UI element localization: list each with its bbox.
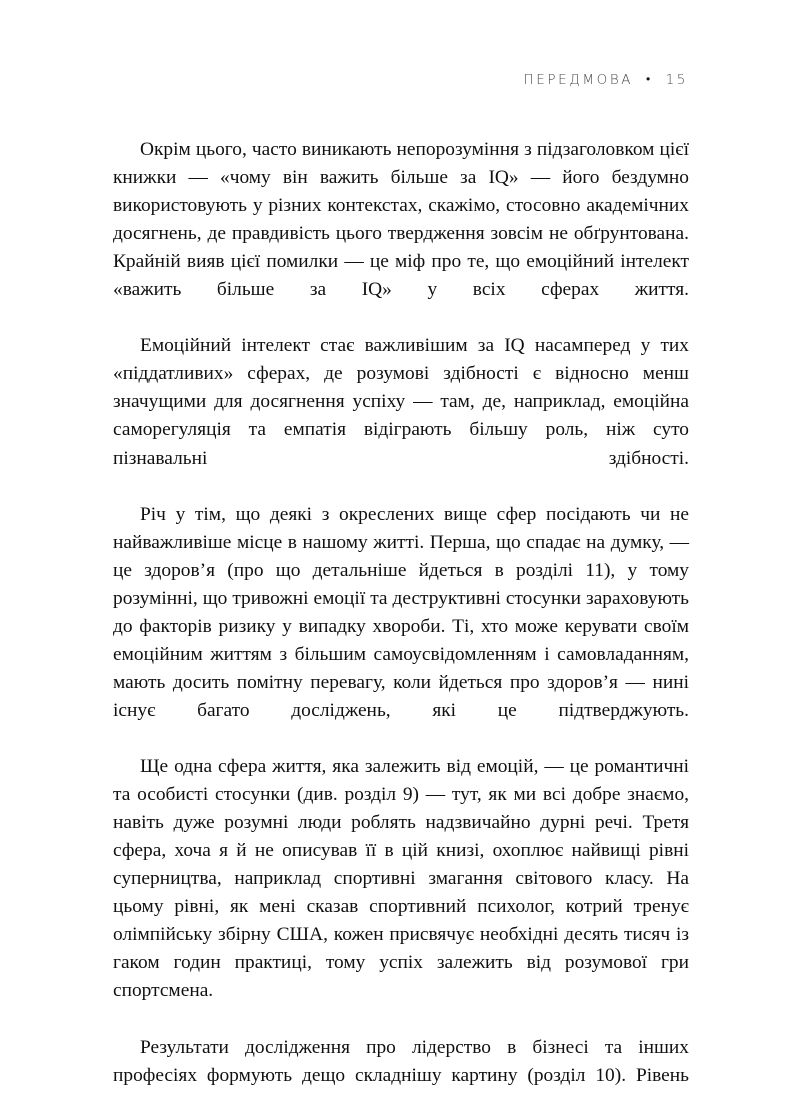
body-text-column xyxy=(113,136,689,1103)
paragraph: Емоційний інтелект стає важливішим за IQ насамперед у тих «піддатливих» сферах, де розумові здібності є відносно менш значущими для досягнення успіху — там, де, наприклад, емоційна саморегуляція та емпатія відіграють більшу роль, ніж суто пізнавальні здібності. xyxy=(113,335,689,469)
paragraph: Окрім цього, часто виникають непорозуміння з підзаголовком цієї книжки — «чому він важить більше за IQ» — його бездумно використовують у різних контекстах, скажімо, стосовно академічних досягнень, де правдивість цього твердження зовсім не обґрунтована. Крайній вияв цієї помилки — це міф про те, що емоційний інтелект «важить більше за IQ» у всіх сферах життя. xyxy=(113,139,689,301)
paragraph: Результати дослідження про лідерство в бізнесі та інших професіях формують дещо складнішу картину (розділ 10). Рівень xyxy=(113,1036,689,1086)
paragraph: Річ у тім, що деякі з окреслених вище сфер посідають чи не найважливіше місце в нашому житті. Перша, що спадає на думку, — це здоров’я (про що детальніше йдеться в розділі 11), у тому розумінні, що тривожні емоції та деструктивні стосунки зараховують до факторів ризику у випадку хвороби. Ті, хто може керувати своїм емоційним життям з більшим самоусвідомленням і самовладанням, мають досить помітну перевагу, коли йдеться про здоров’я — нині існує багато досліджень, які це підтверджують. xyxy=(113,503,689,721)
running-head xyxy=(113,72,688,88)
running-head-section: ПЕРЕДМОВА xyxy=(523,72,634,88)
running-head-page-number: 15 xyxy=(665,72,688,88)
paragraph: Ще одна сфера життя, яка залежить від емоцій, — це романтичні та особисті стосунки (див. розділ 9) — тут, як ми всі добре знаємо, навіть дуже розумні люди роблять надзвичайно дурні речі. Третя сфера, хоча я й не описував її в цій книзі, охоплює найвищі рівні суперництва, наприклад спортивні змагання світового класу. На цьому рівні, як мені сказав спортивний психолог, котрий тренує олімпійську збірну США, кожен присвячує необхідні десять тисяч із гаком годин практиці, тому успіх залежить від розумової гри спортсмена. xyxy=(113,756,689,1002)
running-head-separator: • xyxy=(633,72,666,86)
